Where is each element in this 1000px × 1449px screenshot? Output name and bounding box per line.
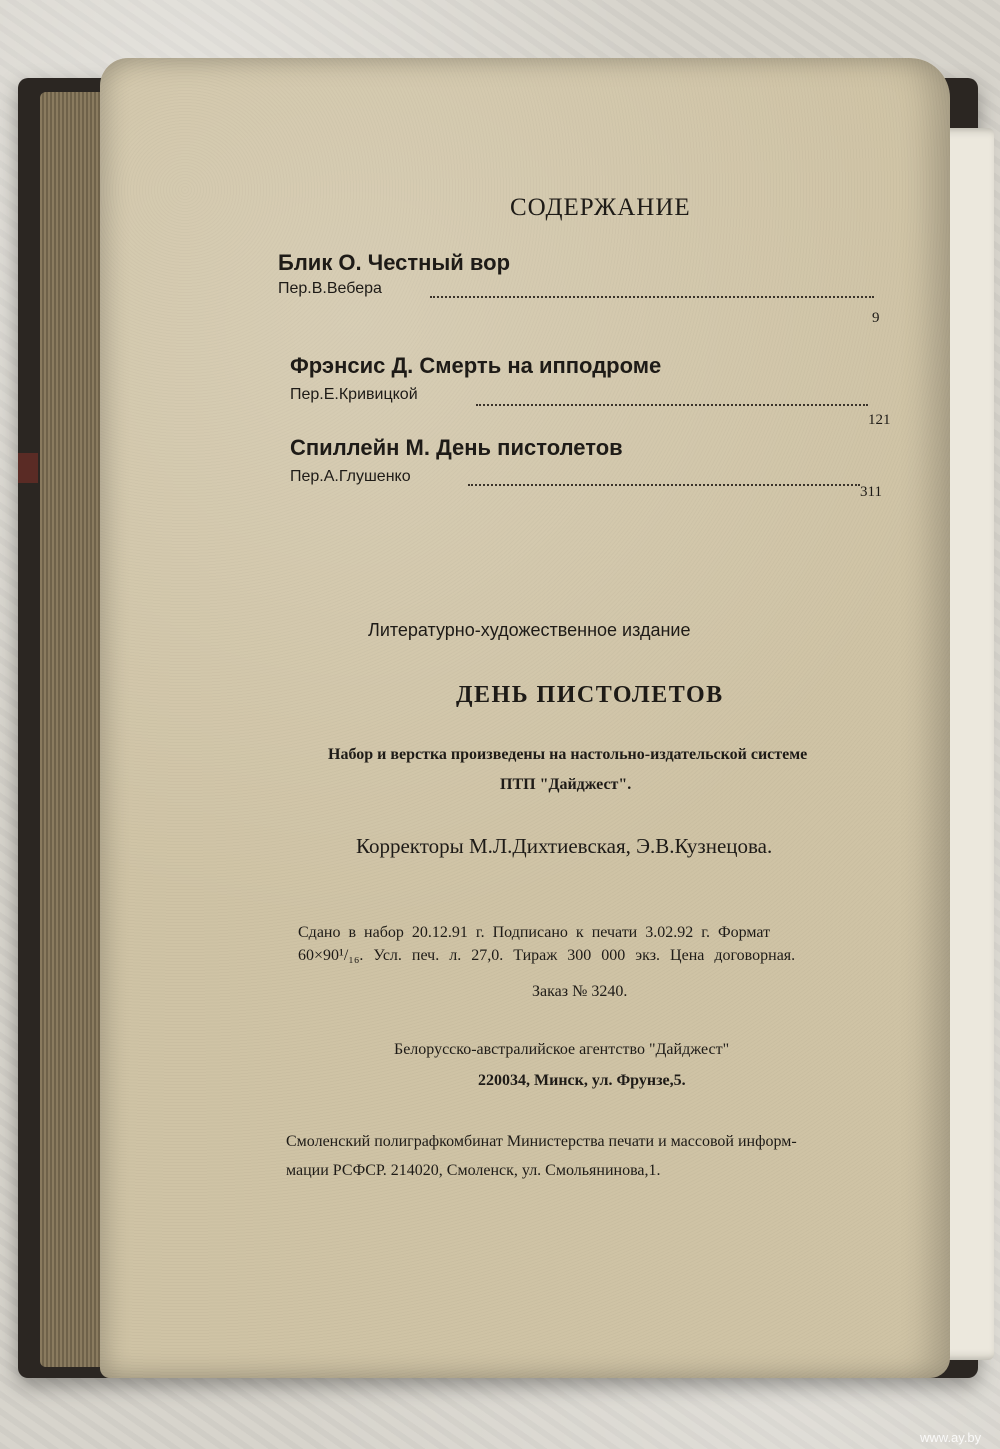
print-info-line2: 60×90¹/₁₆. Усл. печ. л. 27,0. Тираж 300 000 экз. Цена договорная. <box>298 947 796 964</box>
toc-entry-title: Фрэнсис Д. Смерть на ипподроме <box>290 353 662 378</box>
book-page <box>100 58 950 1378</box>
publisher-name: Белорусско-австралийское агентство "Дайджест" <box>394 1041 730 1058</box>
contents-heading: СОДЕРЖАНИЕ <box>510 194 691 221</box>
toc-entry-title: Спиллейн М. День пистолетов <box>290 435 623 460</box>
toc-entry-translator: Пер.Е.Кривицкой <box>290 386 418 403</box>
book-title: ДЕНЬ ПИСТОЛЕТОВ <box>456 682 724 708</box>
printing-plant-line2: мации РСФСР. 214020, Смоленск, ул. Смольянинова,1. <box>286 1162 661 1179</box>
toc-dot-leader <box>476 404 868 406</box>
typeset-note-line1: Набор и верстка произведены на настольно-издательской системе <box>328 746 808 763</box>
printing-plant-line1: Смоленский полиграфкомбинат Министерства печати и массовой информ- <box>286 1133 797 1150</box>
edition-type: Литературно-художественное издание <box>368 620 691 640</box>
cover-spine-accent <box>18 453 38 483</box>
toc-entry-page: 121 <box>868 412 891 428</box>
toc-entry-title: Блик О. Честный вор <box>278 250 511 275</box>
toc-entry-page: 311 <box>860 484 882 500</box>
toc-dot-leader <box>430 296 874 298</box>
toc-dot-leader <box>468 484 860 486</box>
toc-entry-translator: Пер.В.Вебера <box>278 280 382 297</box>
toc-entry-translator: Пер.А.Глушенко <box>290 468 411 485</box>
proofreaders: Корректоры М.Л.Дихтиевская, Э.В.Кузнецова. <box>356 834 773 858</box>
site-watermark: www.ay.by <box>920 1430 982 1445</box>
print-info-line1: Сдано в набор 20.12.91 г. Подписано к печати 3.02.92 г. Формат <box>298 924 771 941</box>
publisher-address: 220034, Минск, ул. Фрунзе,5. <box>478 1072 686 1089</box>
order-number: Заказ № 3240. <box>532 983 628 1000</box>
typeset-note-line2: ПТП "Дайджест". <box>500 776 632 793</box>
toc-entry-page: 9 <box>872 310 880 326</box>
